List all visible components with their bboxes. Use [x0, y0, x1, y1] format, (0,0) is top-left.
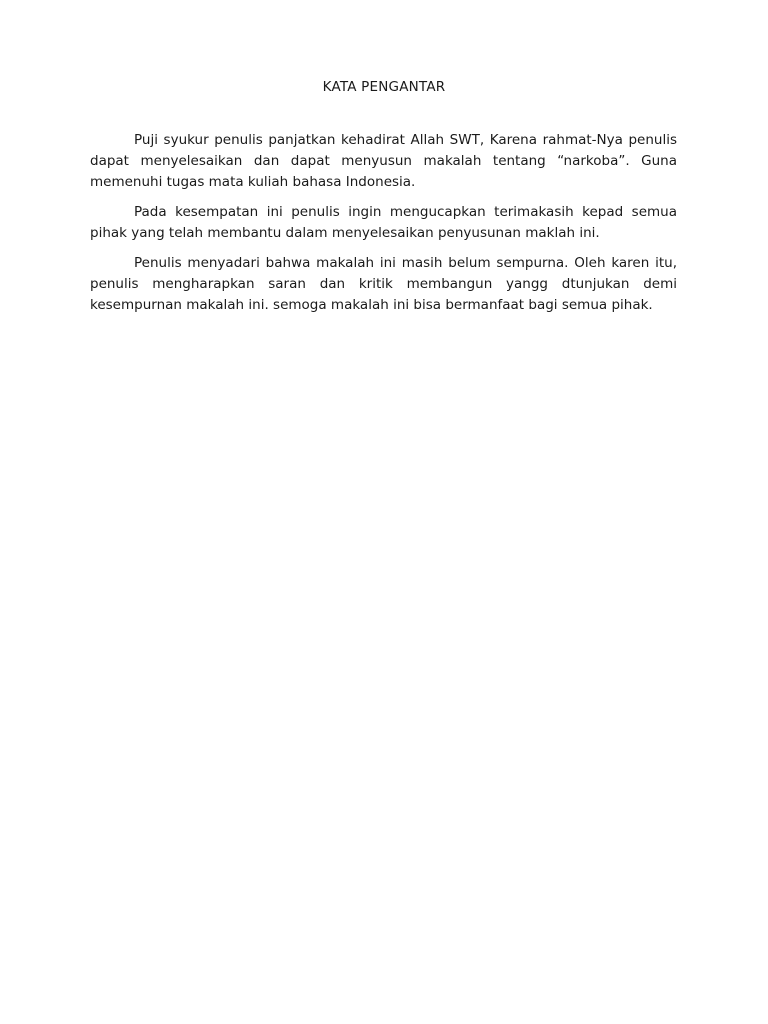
- document-body: [90, 130, 677, 325]
- paragraph-1: Puji syukur penulis panjatkan kehadirat Allah SWT, Karena rahmat-Nya penulis dapat menyelesaikan dan dapat menyusun makalah tentang “narkoba”. Guna memenuhi tugas mata kuliah bahasa Indonesia.: [90, 132, 677, 190]
- page-title: KATA PENGANTAR: [322, 79, 446, 95]
- paragraph-2: Pada kesempatan ini penulis ingin mengucapkan terimakasih kepad semua pihak yang telah membantu dalam menyelesaikan penyusunan maklah ini.: [90, 204, 677, 241]
- paragraph-3: Penulis menyadari bahwa makalah ini masih belum sempurna. Oleh karen itu, penulis mengharapkan saran dan kritik membangun yangg dtunjukan demi kesempurnan makalah ini. semoga makalah ini bisa bermanfaat bagi semua pihak.: [90, 255, 677, 313]
